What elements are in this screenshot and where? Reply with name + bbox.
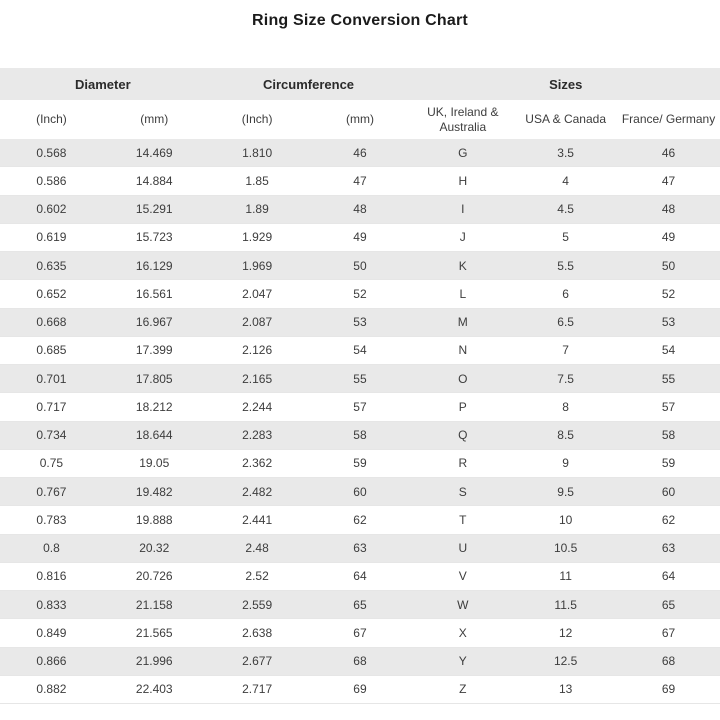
table-cell: 59: [617, 449, 720, 477]
table-cell: L: [411, 280, 514, 308]
table-cell: 60: [617, 478, 720, 506]
table-cell: 0.767: [0, 478, 103, 506]
table-cell: 0.866: [0, 647, 103, 675]
table-cell: 0.882: [0, 675, 103, 703]
table-cell: 62: [309, 506, 412, 534]
table-cell: 11.5: [514, 591, 617, 619]
table-cell: 2.48: [206, 534, 309, 562]
table-cell: X: [411, 619, 514, 647]
table-row: [0, 167, 720, 195]
table-cell: 68: [309, 647, 412, 675]
table-cell: 0.849: [0, 619, 103, 647]
table-cell: 48: [617, 195, 720, 223]
column-header: USA & Canada: [514, 100, 617, 139]
table-cell: 21.996: [103, 647, 206, 675]
table-head: [0, 68, 720, 139]
table-cell: 18.212: [103, 393, 206, 421]
table-cell: 17.399: [103, 336, 206, 364]
column-header: (Inch): [206, 100, 309, 139]
table-cell: 14.469: [103, 139, 206, 167]
table-cell: 3.5: [514, 139, 617, 167]
table-cell: 67: [617, 619, 720, 647]
table-cell: R: [411, 449, 514, 477]
table-cell: 19.888: [103, 506, 206, 534]
table-cell: 2.677: [206, 647, 309, 675]
column-group-circumference: Circumference: [206, 68, 412, 100]
table-cell: 2.441: [206, 506, 309, 534]
table-cell: K: [411, 252, 514, 280]
column-header: (mm): [309, 100, 412, 139]
table-cell: 54: [309, 336, 412, 364]
table-row: [0, 308, 720, 336]
table-cell: 16.967: [103, 308, 206, 336]
table-cell: 0.668: [0, 308, 103, 336]
table-cell: 7: [514, 336, 617, 364]
table-cell: 4: [514, 167, 617, 195]
table-cell: P: [411, 393, 514, 421]
table-cell: 10: [514, 506, 617, 534]
column-header: (mm): [103, 100, 206, 139]
table-cell: 62: [617, 506, 720, 534]
table-cell: O: [411, 365, 514, 393]
table-cell: T: [411, 506, 514, 534]
table-cell: 18.644: [103, 421, 206, 449]
table-cell: 69: [617, 675, 720, 703]
table-cell: 68: [617, 647, 720, 675]
table-cell: 2.244: [206, 393, 309, 421]
table-cell: 9: [514, 449, 617, 477]
table-cell: 2.165: [206, 365, 309, 393]
table-cell: 59: [309, 449, 412, 477]
table-cell: Y: [411, 647, 514, 675]
table-cell: 58: [309, 421, 412, 449]
table-cell: 48: [309, 195, 412, 223]
title-area: [0, 0, 720, 68]
table-cell: 22.403: [103, 675, 206, 703]
table-row: [0, 675, 720, 703]
table-cell: 2.717: [206, 675, 309, 703]
table-cell: 20.32: [103, 534, 206, 562]
column-header: UK, Ireland & Australia: [411, 100, 514, 139]
table-cell: 50: [617, 252, 720, 280]
table-cell: 60: [309, 478, 412, 506]
table-cell: 0.568: [0, 139, 103, 167]
table-cell: 1.929: [206, 223, 309, 251]
table-cell: 7.5: [514, 365, 617, 393]
table-cell: 10.5: [514, 534, 617, 562]
table-cell: 53: [617, 308, 720, 336]
table-row: [0, 252, 720, 280]
table-cell: J: [411, 223, 514, 251]
table-cell: 2.52: [206, 562, 309, 590]
table-row: [0, 280, 720, 308]
table-cell: W: [411, 591, 514, 619]
table-cell: 15.291: [103, 195, 206, 223]
table-cell: 2.283: [206, 421, 309, 449]
table-cell: S: [411, 478, 514, 506]
table-cell: 47: [617, 167, 720, 195]
table-row: [0, 591, 720, 619]
table-cell: 8.5: [514, 421, 617, 449]
table-cell: 2.559: [206, 591, 309, 619]
column-header: (Inch): [0, 100, 103, 139]
column-group-row: [0, 68, 720, 100]
table-cell: 6.5: [514, 308, 617, 336]
table-cell: 21.158: [103, 591, 206, 619]
table-cell: 67: [309, 619, 412, 647]
table-cell: H: [411, 167, 514, 195]
table-cell: 11: [514, 562, 617, 590]
table-cell: 15.723: [103, 223, 206, 251]
table-cell: N: [411, 336, 514, 364]
table-cell: G: [411, 139, 514, 167]
table-cell: 20.726: [103, 562, 206, 590]
table-cell: 50: [309, 252, 412, 280]
table-cell: 12.5: [514, 647, 617, 675]
table-row: [0, 421, 720, 449]
table-cell: 49: [309, 223, 412, 251]
table-row: [0, 195, 720, 223]
table-cell: 0.602: [0, 195, 103, 223]
table-row: [0, 534, 720, 562]
table-cell: 63: [309, 534, 412, 562]
table-cell: 54: [617, 336, 720, 364]
table-cell: 12: [514, 619, 617, 647]
table-cell: 63: [617, 534, 720, 562]
table-cell: 1.89: [206, 195, 309, 223]
table-cell: 69: [309, 675, 412, 703]
table-row: [0, 449, 720, 477]
table-row: [0, 223, 720, 251]
table-cell: 2.362: [206, 449, 309, 477]
table-cell: 16.561: [103, 280, 206, 308]
table-cell: 52: [309, 280, 412, 308]
table-cell: 0.701: [0, 365, 103, 393]
table-cell: 2.126: [206, 336, 309, 364]
table-cell: 0.734: [0, 421, 103, 449]
table-cell: 13: [514, 675, 617, 703]
table-cell: Q: [411, 421, 514, 449]
table-cell: 2.047: [206, 280, 309, 308]
table-cell: 1.85: [206, 167, 309, 195]
table-cell: 0.619: [0, 223, 103, 251]
table-cell: 21.565: [103, 619, 206, 647]
table-cell: 0.717: [0, 393, 103, 421]
table-cell: V: [411, 562, 514, 590]
table-cell: 2.482: [206, 478, 309, 506]
table-cell: 49: [617, 223, 720, 251]
table-cell: 64: [617, 562, 720, 590]
table-cell: 6: [514, 280, 617, 308]
table-cell: 19.05: [103, 449, 206, 477]
table-cell: 58: [617, 421, 720, 449]
table-cell: 0.8: [0, 534, 103, 562]
table-cell: 19.482: [103, 478, 206, 506]
table-row: [0, 336, 720, 364]
column-group-diameter: Diameter: [0, 68, 206, 100]
table-cell: 0.635: [0, 252, 103, 280]
table-cell: 57: [617, 393, 720, 421]
table-cell: 55: [309, 365, 412, 393]
column-group-sizes: Sizes: [411, 68, 720, 100]
table-cell: 16.129: [103, 252, 206, 280]
table-cell: 46: [309, 139, 412, 167]
table-cell: Z: [411, 675, 514, 703]
table-row: [0, 393, 720, 421]
table-cell: 64: [309, 562, 412, 590]
table-row: [0, 619, 720, 647]
table-cell: 55: [617, 365, 720, 393]
table-cell: 5: [514, 223, 617, 251]
ring-size-table: [0, 68, 720, 704]
table-cell: 14.884: [103, 167, 206, 195]
table-cell: M: [411, 308, 514, 336]
table-cell: 57: [309, 393, 412, 421]
table-cell: 0.685: [0, 336, 103, 364]
page-title: Ring Size Conversion Chart: [252, 12, 468, 29]
table-row: [0, 506, 720, 534]
table-cell: 9.5: [514, 478, 617, 506]
table-cell: 1.969: [206, 252, 309, 280]
table-cell: 53: [309, 308, 412, 336]
table-row: [0, 139, 720, 167]
table-row: [0, 365, 720, 393]
table-cell: 0.816: [0, 562, 103, 590]
table-cell: 4.5: [514, 195, 617, 223]
table-cell: 0.783: [0, 506, 103, 534]
table-body: [0, 139, 720, 704]
table-cell: U: [411, 534, 514, 562]
table-cell: 0.833: [0, 591, 103, 619]
column-header-row: [0, 100, 720, 139]
table-cell: 47: [309, 167, 412, 195]
table-cell: 0.652: [0, 280, 103, 308]
table-cell: 46: [617, 139, 720, 167]
table-cell: 1.810: [206, 139, 309, 167]
table-row: [0, 478, 720, 506]
table-cell: 2.638: [206, 619, 309, 647]
table-cell: 65: [309, 591, 412, 619]
table-cell: 17.805: [103, 365, 206, 393]
table-cell: 5.5: [514, 252, 617, 280]
table-cell: 0.75: [0, 449, 103, 477]
table-row: [0, 562, 720, 590]
table-cell: 8: [514, 393, 617, 421]
table-cell: 65: [617, 591, 720, 619]
table-cell: 2.087: [206, 308, 309, 336]
table-row: [0, 647, 720, 675]
table-cell: I: [411, 195, 514, 223]
column-header: France/ Germany: [617, 100, 720, 139]
table-cell: 0.586: [0, 167, 103, 195]
table-cell: 52: [617, 280, 720, 308]
